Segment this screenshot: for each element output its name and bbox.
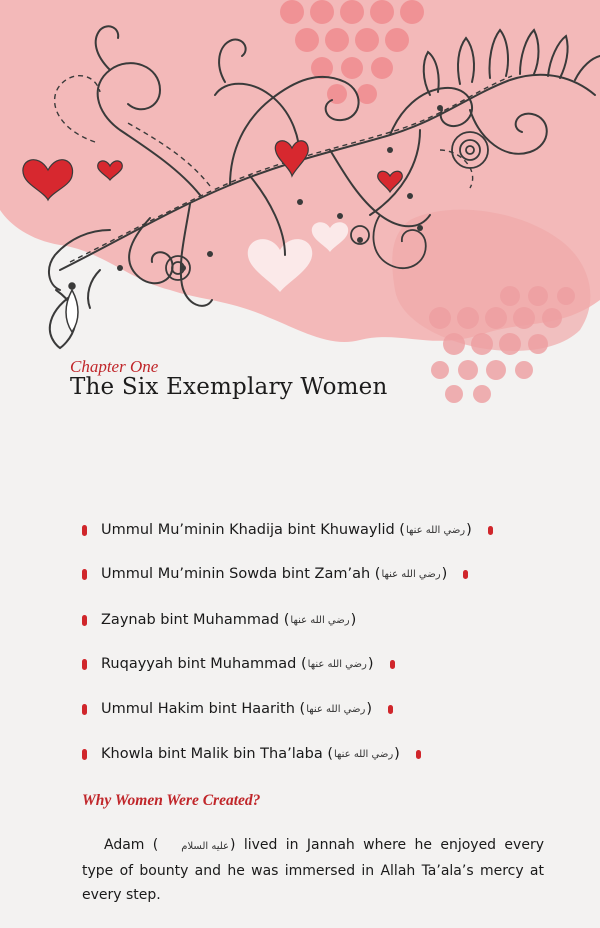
ornament-dot-icon <box>488 526 493 535</box>
list-item: Zaynab bint Muhammad ( رضي الله عنها ) <box>82 612 356 628</box>
list-item: Ummul Hakim bint Haarith ( رضي الله عنها ) <box>82 701 393 717</box>
section-heading: Why Women Were Created? <box>82 792 261 809</box>
chapter-title: The Six Exemplary Women <box>70 374 388 400</box>
woman-name: Ummul Mu’minin Khadija bint Khuwaylid <box>101 522 395 538</box>
bullet-icon <box>82 749 87 760</box>
woman-name: Khowla bint Malik bin Tha’laba <box>101 746 323 762</box>
honorific-calligraphy: رضي الله عنها <box>381 568 441 580</box>
body-paragraph <box>82 833 544 907</box>
bullet-icon <box>82 615 87 626</box>
ornament-dot-icon <box>463 570 468 579</box>
woman-name: Ummul Mu’minin Sowda bint Zam’ah <box>101 566 371 582</box>
chapter-label: Chapter One <box>70 357 159 376</box>
paragraph-rest: ) lived in Jannah where he enjoyed every type of bounty and he was immersed in Allah Ta’ala’s mercy at every step. <box>82 837 544 903</box>
woman-name: Ruqayyah bint Muhammad <box>101 656 297 672</box>
list-item: Ruqayyah bint Muhammad ( رضي الله عنها ) <box>82 656 395 672</box>
list-item: Ummul Mu’minin Khadija bint Khuwaylid ( رضي الله عنها ) <box>82 522 493 538</box>
bullet-icon <box>82 704 87 715</box>
woman-name: Zaynab bint Muhammad <box>101 612 280 628</box>
ornament-dot-icon <box>390 660 395 669</box>
honorific-calligraphy: رضي الله عنها <box>334 748 394 760</box>
honorific-calligraphy: رضي الله عنها <box>405 524 466 536</box>
honorific-calligraphy: رضي الله عنها <box>290 614 350 626</box>
ornament-dot-icon <box>388 705 393 714</box>
ornament-dot-icon <box>416 750 421 759</box>
bullet-icon <box>82 525 87 536</box>
list-item: Ummul Mu’minin Sowda bint Zam’ah ( رضي الله عنها ) <box>82 566 468 582</box>
honorific-calligraphy: رضي الله عنها <box>306 703 366 715</box>
honorific-calligraphy: عليه السلام <box>181 841 230 852</box>
honorific-calligraphy: رضي الله عنها <box>307 658 367 670</box>
bullet-icon <box>82 569 87 580</box>
drop-ornament-icon <box>66 283 78 332</box>
paragraph-start: Adam ( <box>104 837 159 853</box>
list-item: Khowla bint Malik bin Tha’laba ( رضي الله عنها ) <box>82 746 421 762</box>
woman-name: Ummul Hakim bint Haarith <box>101 701 295 717</box>
bullet-icon <box>82 659 87 670</box>
